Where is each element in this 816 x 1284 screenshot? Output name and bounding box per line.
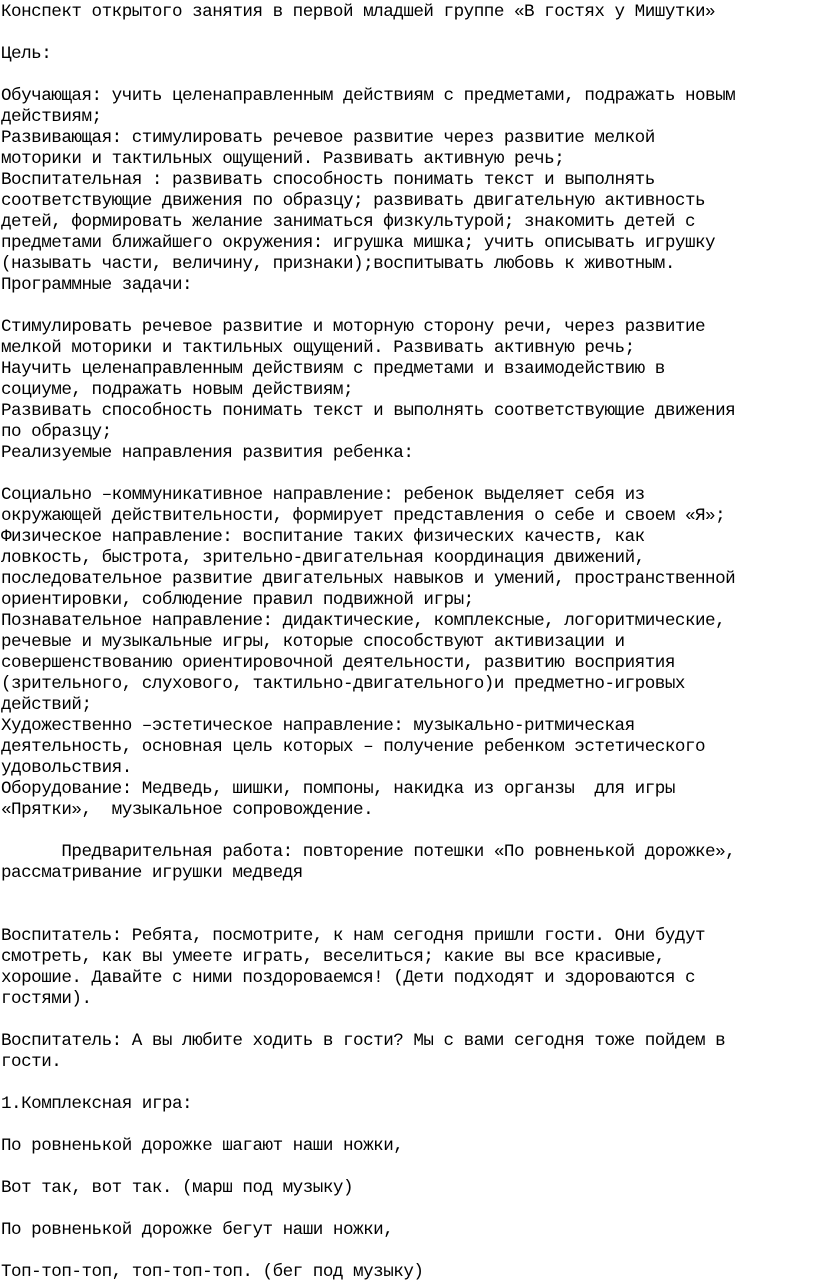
text-line: ориентировки, соблюдение правил подвижной игры; xyxy=(1,590,474,610)
text-line: моторики и тактильных ощущений. Развивать активную речь; xyxy=(1,149,565,169)
text-line: Развивать способность понимать текст и выполнять соответствующие движения xyxy=(1,401,736,421)
text-line: Воспитатель: А вы любите ходить в гости? Мы с вами сегодня тоже пойдем в xyxy=(1,1031,726,1051)
blank-line xyxy=(1,1010,813,1031)
text-line: смотреть, как вы умеете играть, веселиться; какие вы все красивые, xyxy=(1,947,665,967)
blank-line xyxy=(1,23,813,44)
blank-line xyxy=(1,1115,813,1136)
text-line: (называть части, величину, признаки);воспитывать любовь к животным. xyxy=(1,254,675,274)
text-line: Художественно –эстетическое направление: музыкально-ритмическая xyxy=(1,716,635,736)
text-line: Стимулировать речевое развитие и моторную сторону речи, через развитие xyxy=(1,317,706,337)
document-body xyxy=(1,2,813,1283)
blank-line xyxy=(1,884,813,905)
text-line: окружающей действительности, формирует представления о себе и своем «Я»; xyxy=(1,506,726,526)
text-line: предметами ближайшего окружения: игрушка мишка; учить описывать игрушку xyxy=(1,233,716,253)
text-line: Обучающая: учить целенаправленным действиям с предметами, подражать новым xyxy=(1,86,736,106)
text-line: социуме, подражать новым действиям; xyxy=(1,380,354,400)
text-line: хорошие. Давайте с ними поздороваемся! (Дети подходят и здороваются с xyxy=(1,968,695,988)
blank-line xyxy=(1,65,813,86)
blank-line xyxy=(1,296,813,317)
text-line: По ровненькой дорожке шагают наши ножки, xyxy=(1,1136,404,1156)
text-line: по образцу; xyxy=(1,422,112,442)
text-line: деятельность, основная цель которых – получение ребенком эстетического xyxy=(1,737,706,757)
text-line: Научить целенаправленным действиям с предметами и взаимодействию в xyxy=(1,359,665,379)
text-line: 1.Комплексная игра: xyxy=(1,1094,193,1114)
text-line: рассматривание игрушки медведя xyxy=(1,863,303,883)
blank-line xyxy=(1,821,813,842)
text-line: (зрительного, слухового, тактильно-двигательного)и предметно-игровых xyxy=(1,674,685,694)
text-line: Реализуемые направления развития ребенка: xyxy=(1,443,414,463)
text-line: действиям; xyxy=(1,107,102,127)
text-line: удовольствия. xyxy=(1,758,132,778)
document-title: Конспект открытого занятия в первой младшей группе «В гостях у Мишутки» xyxy=(1,2,716,22)
text-line: Развивающая: стимулировать речевое развитие через развитие мелкой xyxy=(1,128,655,148)
text-line: мелкой моторики и тактильных ощущений. Развивать активную речь; xyxy=(1,338,635,358)
blank-line xyxy=(1,1241,813,1262)
text-line: Вот так, вот так. (марш под музыку) xyxy=(1,1178,354,1198)
text-line: ловкость, быстрота, зрительно-двигательная координация движений, xyxy=(1,548,645,568)
blank-line xyxy=(1,1073,813,1094)
text-line: речевые и музыкальные игры, которые способствуют активизации и xyxy=(1,632,625,652)
text-line: действий; xyxy=(1,695,92,715)
text-line: соответствующие движения по образцу; развивать двигательную активность xyxy=(1,191,706,211)
text-line: гостями). xyxy=(1,989,92,1009)
text-line: Воспитательная : развивать способность понимать текст и выполнять xyxy=(1,170,655,190)
text-line: По ровненькой дорожке бегут наши ножки, xyxy=(1,1220,394,1240)
blank-line xyxy=(1,1199,813,1220)
text-line: Топ-топ-топ, топ-топ-топ. (бег под музыку) xyxy=(1,1262,424,1282)
blank-line xyxy=(1,464,813,485)
blank-line xyxy=(1,905,813,926)
text-line: Воспитатель: Ребята, посмотрите, к нам сегодня пришли гости. Они будут xyxy=(1,926,706,946)
text-line: Познавательное направление: дидактические, комплексные, логоритмические, xyxy=(1,611,726,631)
text-line: последовательное развитие двигательных навыков и умений, пространственной xyxy=(1,569,736,589)
text-line: Цель: xyxy=(1,44,52,64)
text-line: гости. xyxy=(1,1052,62,1072)
text-line: Социально –коммуникативное направление: ребенок выделяет себя из xyxy=(1,485,645,505)
text-line: детей, формировать желание заниматься физкультурой; знакомить детей с xyxy=(1,212,695,232)
text-line: Предварительная работа: повторение потешки «По ровненькой дорожке», xyxy=(1,842,736,862)
blank-line xyxy=(1,1157,813,1178)
text-line: совершенствованию ориентировочной деятельности, развитию восприятия xyxy=(1,653,675,673)
text-line: Физическое направление: воспитание таких физических качеств, как xyxy=(1,527,645,547)
text-line: «Прятки», музыкальное сопровождение. xyxy=(1,800,374,820)
text-line: Оборудование: Медведь, шишки, помпоны, накидка из органзы для игры xyxy=(1,779,675,799)
text-line: Программные задачи: xyxy=(1,275,193,295)
